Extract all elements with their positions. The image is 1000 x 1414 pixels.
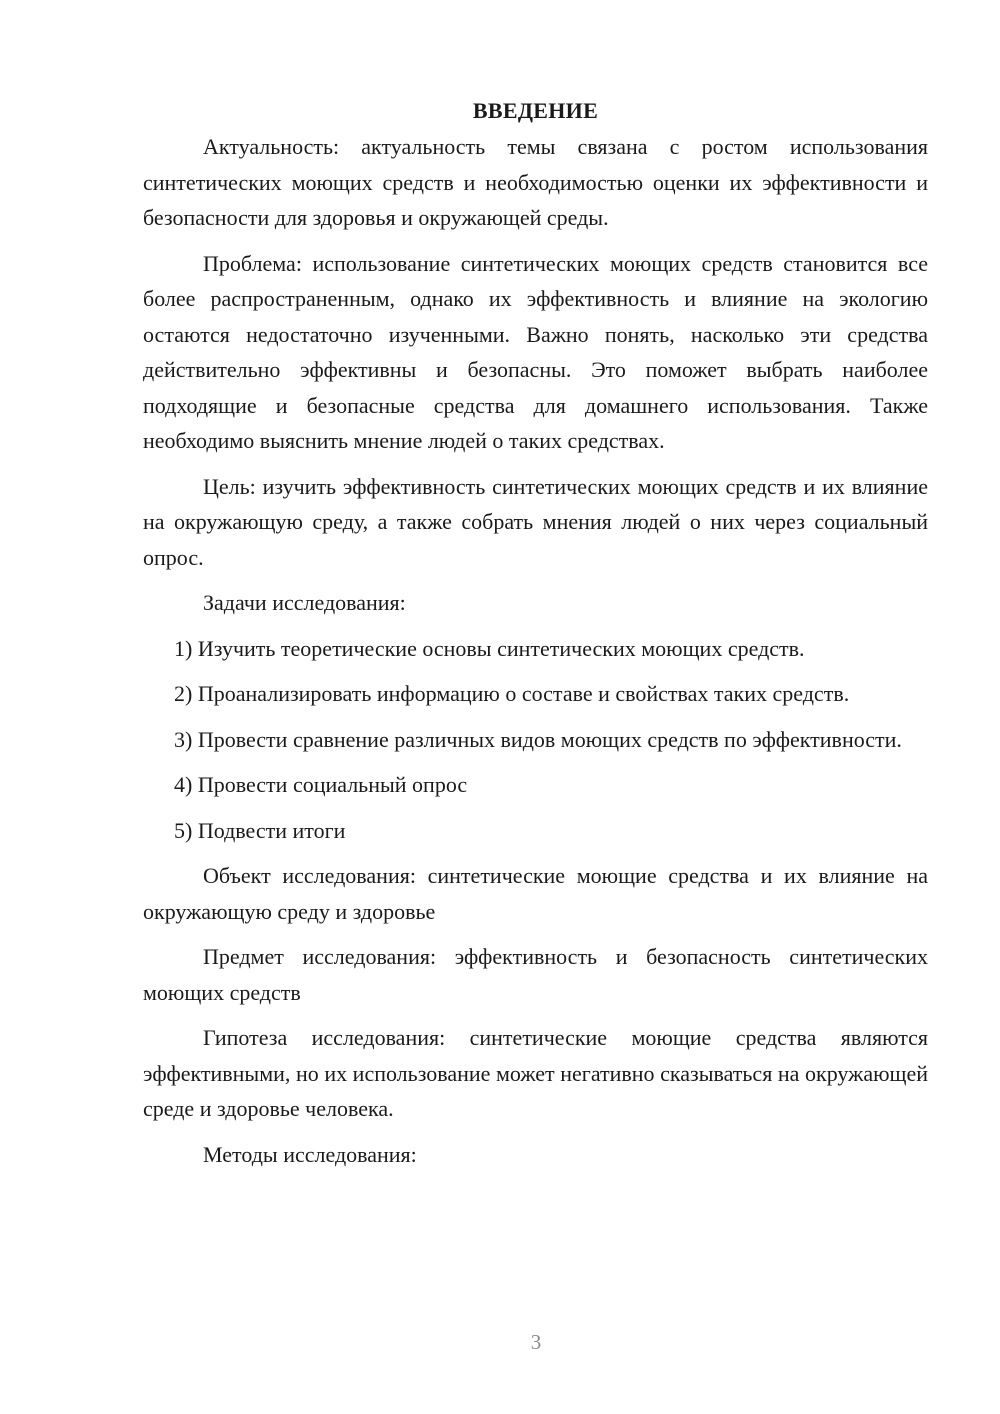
paragraph-goal: Цель: изучить эффективность синтетических моющих средств и их влияние на окружающую среду, а также собрать мнения людей о них через социальный опрос. — [143, 473, 928, 570]
paragraph-tasks-heading: Задачи исследования: — [203, 590, 406, 615]
task-item-4: 4) Провести социальный опрос — [174, 772, 468, 797]
task-item-1: 1) Изучить теоретические основы синтетических моющих средств. — [174, 635, 805, 661]
paragraph-subject: Предмет исследования: эффективность и безопасность синтетических моющих средств — [143, 944, 928, 1005]
paragraph-object: Объект исследования: синтетические моющие средства и их влияние на окружающую среду и здоровье — [143, 863, 928, 924]
task-item-2: 2) Проанализировать информацию о составе и свойствах таких средств. — [174, 681, 850, 706]
paragraph-methods: Методы исследования: — [203, 1141, 417, 1167]
paragraph-relevance: Актуальность: актуальность темы связана с ростом использования синтетических моющих средств и необходимостью оценки их эффективности и безопасности для здоровья и окружающей среды. — [143, 134, 928, 230]
task-item-5: 5) Подвести итоги — [174, 817, 346, 843]
task-item-3: 3) Провести сравнение различных видов моющих средств по эффективности. — [174, 726, 902, 752]
page-title: ВВЕДЕНИЕ — [472, 98, 599, 123]
paragraph-hypothesis: Гипотеза исследования: синтетические моющие средства являются эффективными, но их использование может негативно сказываться на окружающей среде и здоровье человека. — [143, 1025, 928, 1121]
paragraph-problem: Проблема: использование синтетических моющих средств становится все более распространенным, однако их эффективность и влияние на экологию остаются недостаточно изученными. Важно понять, насколько эти средства действительно эффективны и безопасны. Это поможет выбрать наиболее подходящие и безопасные средства для домашнего использования. Также необходимо выяснить мнение людей о таких средствах. — [143, 250, 928, 453]
page-number: 3 — [530, 1330, 542, 1354]
page-content — [143, 93, 928, 1182]
